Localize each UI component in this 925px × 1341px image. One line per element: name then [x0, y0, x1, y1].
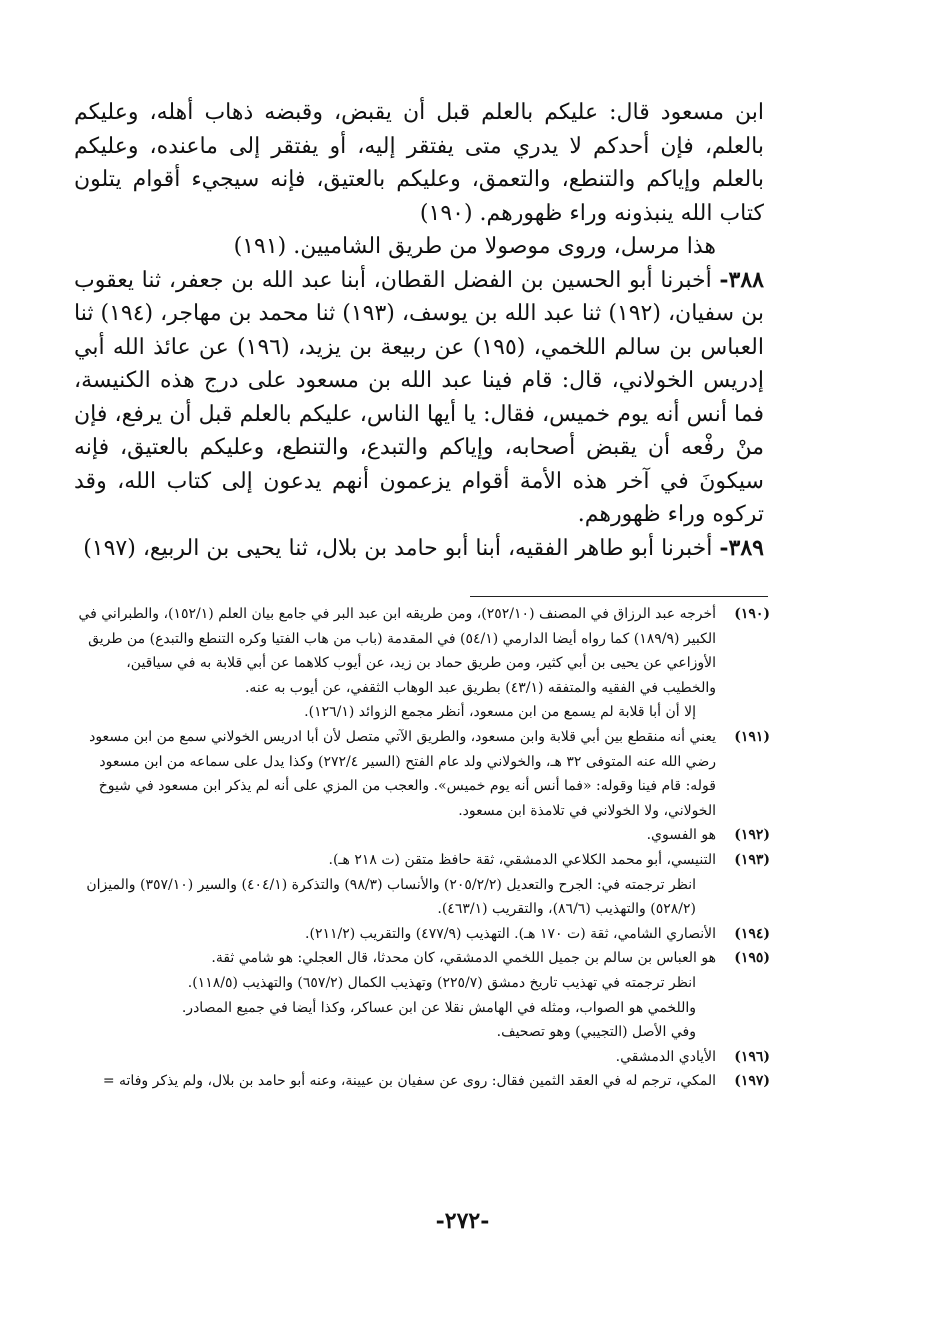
footnote-line: انظر ترجمته في: الجرح والتعديل (٢٠٥/٢/٢) والأنساب (٩٨/٣) والتذكرة (٤٠٤/١) والسير (٣٥٧/١٠) والميزان (٥٢٨/٢) والتهذيب (٨٦/٦)، والتقريب (٤٦٣/١). — [86, 876, 696, 918]
footnote-191 — [70, 725, 770, 823]
footnote-line: إلا أن أبا قلابة لم يسمع من ابن مسعود، أنظر مجمع الزوائد (١٢٦/١). — [304, 704, 696, 721]
footnote-number: (١٩٣) — [734, 851, 770, 868]
hadith-389 — [74, 532, 764, 566]
footnote-body — [70, 946, 716, 1044]
footnote-197 — [70, 1069, 770, 1094]
footnote-number: (١٩٧) — [734, 1073, 770, 1090]
footnote-192 — [70, 823, 770, 848]
footnote-body — [70, 922, 716, 947]
footnote-body — [70, 1069, 716, 1094]
footnote-line: انظر ترجمته في تهذيب تاريخ دمشق (٢٢٥/٧) وتهذيب الكمال (٦٥٧/٢) والتهذيب (١١٨/٥). — [187, 974, 696, 991]
paragraph-mursal: هذا مرسل، وروى موصولا من طريق الشاميين. (١٩١) — [233, 234, 716, 259]
footnote-body — [70, 823, 716, 848]
footnote-number: (١٩٠) — [734, 606, 770, 622]
footnote-194 — [70, 922, 770, 947]
footnote-body — [70, 848, 716, 922]
footnotes — [70, 602, 770, 1094]
footnote-divider — [470, 596, 768, 597]
footnote-line: هو العباس بن سالم بن جميل اللخمي الدمشقي، كان محدثا، قال العجلي: هو شامي ثقة. — [211, 950, 716, 967]
footnote-196 — [70, 1045, 770, 1070]
footnote-line: هو الفسوي. — [646, 827, 716, 844]
hadith-389-text: أخبرنا أبو طاهر الفقيه، أبنا أبو حامد بن بلال، ثنا يحيى بن الربيع، (١٩٧) — [83, 535, 720, 561]
hadith-388 — [74, 264, 764, 532]
footnote-number: (١٩٢) — [734, 827, 770, 844]
footnote-line: أخرجه عبد الرزاق في المصنف (٢٥٢/١٠)، ومن طريقه ابن عبد البر في جامع بيان العلم (١٥٢/١)، والطبراني في الكبير (١٨٩/٩) كما رواه أيضا الدارمي (٥٤/١) في المقدمة (باب من هاب الفتيا وكره التنطع والتبدع) من طريق الأوزاعي عن يحيى بن أبي كثير، ومن طريق حماد بن زيد، عن أيوب كلاهما عن أبي قلابة به في سياقين، والخطيب في الفقيه والمتفقه (٤٣/١) بطريق عبد الوهاب الثقفي، عن أيوب به عنه. — [78, 606, 716, 696]
hadith-388-number: ٣٨٨- — [719, 266, 764, 293]
footnote-number: (١٩٦) — [734, 1048, 770, 1065]
hadith-388-text: أخبرنا أبو الحسين بن الفضل القطان، أبنا عبد الله بن جعفر، ثنا يعقوب بن سفيان، (١٩٢) ثنا عبد الله بن يوسف، (١٩٣) ثنا محمد بن مهاجر، (١٩٤) ثنا العباس بن سالم اللخمي، (١٩٥) عن ربيعة بن يزيد، (١٩٦) عن عائذ الله أبي إدريس الخولاني، قال: قام فينا عبد الله بن مسعود على درج هذه الكنيسة، فما أنس أنه يوم خميس، فقال: يا أيها الناس، عليكم بالعلم قبل أن يرفع، فإن منْ رفْعه أن يقبض أصحابه، وإياكم والتبدع، والتنطع، وعليكم بالعتيق، فإنه سيكونَ في آخر هذه الأمة أقوام يزعمون أنهم يدعون إلى كتاب الله، وقد تركوه وراء ظهورهم. — [74, 267, 765, 527]
footnote-number: (١٩١) — [734, 728, 770, 745]
paragraph-intro: ابن مسعود قال: عليكم بالعلم قبل أن يقبض، وقبضه ذهاب أهله، وعليكم بالعلم، فإن أحدكم لا يدري متى يفتقر إليه، أو يفتقر إلى ماعنده، وعليكم بالعلم وإياكم والتنطع، والتعمق، وعليكم بالعتيق، فإنه سيجيء أقوام يتلون كتاب الله ينبذونه وراء ظهورهم. (١٩٠) — [74, 100, 764, 226]
footnote-number: (١٩٤) — [734, 925, 770, 942]
footnote-line: الأنصاري الشامي، ثقة (ت ١٧٠ هـ). التهذيب (٤٧٧/٩) والتقريب (٢١١/٢). — [305, 925, 716, 942]
main-text — [74, 96, 764, 565]
hadith-389-number: ٣٨٩- — [719, 534, 764, 561]
footnote-line: يعني أنه منقطع بين أبي قلابة وابن مسعود، والطريق الآتي متصل لأن أبا ادريس الخولاني سمع من ابن مسعود رضي الله عنه المتوفى ٣٢ هـ، والخولاني ولد عام الفتح (السير ٢٧٢/٤) وكذا يدل على سماعه من ابن مسعود قوله: قام فينا وقوله: «فما أنس أنه يوم خميس». والعجب من المزي على أنه لم يذكر ابن مسعود في شيوخ الخولاني، ولا الخولاني في تلامذة ابن مسعود. — [89, 728, 716, 819]
footnote-193 — [70, 848, 770, 922]
footnote-190 — [70, 602, 770, 725]
footnote-line: الأيادي الدمشقي. — [615, 1048, 716, 1065]
footnote-number: (١٩٥) — [734, 950, 770, 967]
footnote-body — [70, 1045, 716, 1070]
footnote-line: واللخمي هو الصواب، ومثله في الهامش نقلا عن ابن عساكر، وكذا أيضا في جميع المصادر. — [181, 999, 696, 1016]
footnote-line: المكي، ترجم له في العقد الثمين فقال: روى عن سفيان بن عيينة، وعنه أبو حامد بن بلال، ولم يذكر وفاته = — [102, 1073, 716, 1090]
footnote-body — [70, 725, 716, 823]
page-number: -٢٧٢- — [435, 1208, 490, 1234]
footnote-line: التنيسي، أبو محمد الكلاعي الدمشقي، ثقة حافظ متقن (ت ٢١٨ هـ). — [328, 851, 716, 868]
footnote-body — [70, 602, 716, 725]
footnote-195 — [70, 946, 770, 1044]
footnote-line: وفي الأصل (التجيبي) وهو تصحيف. — [496, 1024, 696, 1041]
